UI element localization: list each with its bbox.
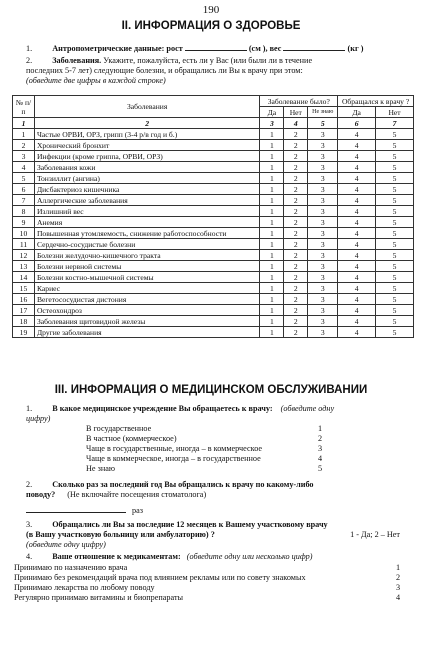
answer-yes[interactable]: 1 <box>260 283 284 294</box>
answer-yes[interactable]: 1 <box>260 173 284 184</box>
row-number: 8 <box>13 206 35 217</box>
section3-title: III. ИНФОРМАЦИЯ О МЕДИЦИНСКОМ ОБСЛУЖИВАНИИ <box>54 384 368 396</box>
s3-q4: 4. Ваше отношение к медикаментам: (обведите одну или несколько цифр) <box>26 552 313 561</box>
answer-no[interactable]: 2 <box>284 206 308 217</box>
table-row <box>13 195 414 206</box>
option-label: Не знаю <box>86 464 115 473</box>
answer-dont-know[interactable]: 3 <box>308 294 338 305</box>
answer-dont-know[interactable]: 3 <box>308 129 338 140</box>
doctor-yes[interactable]: 4 <box>338 250 376 261</box>
s3-q3-instr: (обведите одну цифру) <box>26 540 106 549</box>
answer-no[interactable]: 2 <box>284 305 308 316</box>
height-field[interactable] <box>185 42 247 51</box>
table-row <box>13 261 414 272</box>
answer-no[interactable]: 2 <box>284 294 308 305</box>
header-num: № п/п <box>13 96 35 118</box>
answer-yes[interactable]: 1 <box>260 294 284 305</box>
row-number: 15 <box>13 283 35 294</box>
option-code[interactable]: 4 <box>318 454 323 463</box>
answer-no[interactable]: 2 <box>284 283 308 294</box>
doctor-no[interactable]: 5 <box>376 283 414 294</box>
answer-yes[interactable]: 1 <box>260 228 284 239</box>
doctor-no[interactable]: 5 <box>376 184 414 195</box>
answer-no[interactable]: 2 <box>284 173 308 184</box>
row-number: 7 <box>13 195 35 206</box>
option-code[interactable]: 1 <box>396 563 401 572</box>
disease-name: Вегетососудистая дистония <box>34 294 259 305</box>
table-row <box>13 162 414 173</box>
table-row <box>13 283 414 294</box>
doctor-yes[interactable]: 4 <box>338 173 376 184</box>
table-row <box>13 327 414 338</box>
disease-name: Заболевания кожи <box>34 162 259 173</box>
row-number: 16 <box>13 294 35 305</box>
doctor-yes[interactable]: 4 <box>338 129 376 140</box>
s3-q1: 1. В какое медицинское учреждение Вы обращаетесь к врачу: (обведите одну <box>26 404 335 413</box>
answer-no[interactable]: 2 <box>284 162 308 173</box>
doctor-no[interactable]: 5 <box>376 305 414 316</box>
diseases-table: № п/п Заболевания Заболевание было? Обращался к врачу ? Да Нет Не знаю Да Нет 1 2 3 4 5 6 7 1 Частые ОРВИ, ОРЗ, грипп (3-4 р/в год и б.) 1 2 3 4 5 2 Хронический бронхит 1 2 3 4 5 3 Инфекции (кроме гриппа, ОРВИ, ОРЗ) 1 2 3 4 5 4 Заболевания кожи 1 2 3 4 5 5 Тонзиллит (ангина) 1 2 3 4 5 6 Дисбактериоз кишечника 1 2 3 4 5 7 Аллергические заболевания 1 2 3 4 5 8 Излишний вес 1 2 3 4 5 9 Анемия 1 2 3 4 5 10 Повышенная утомляемость, снижение работоспособности 1 2 3 4 5 11 Сердечно-сосудистые болезни 1 2 3 4 5 12 Болезни желудочно-кишечного тракта 1 2 3 4 5 13 Болезни нервной системы 1 2 3 4 5 14 Болезни костно-мышечной системы 1 2 3 4 5 15 Кариес 1 2 3 4 5 16 Вегетососудистая дистония 1 2 3 4 5 17 Остеохондроз 1 2 3 4 5 18 Заболевания щитовидной железы 1 2 3 4 5 19 Другие заболевания 1 2 3 4 5 <box>12 95 414 338</box>
doctor-no[interactable]: 5 <box>376 294 414 305</box>
answer-yes[interactable]: 1 <box>260 140 284 151</box>
option-code[interactable]: 3 <box>396 583 401 592</box>
header-visited-doctor: Обращался к врачу ? <box>338 96 414 107</box>
option-code[interactable]: 4 <box>396 593 401 602</box>
answer-yes[interactable]: 1 <box>260 261 284 272</box>
disease-name: Дисбактериоз кишечника <box>34 184 259 195</box>
table-row <box>13 140 414 151</box>
answer-dont-know[interactable]: 3 <box>308 239 338 250</box>
doctor-yes[interactable]: 4 <box>338 239 376 250</box>
disease-name: Повышенная утомляемость, снижение работоспособности <box>34 228 259 239</box>
option-label: Чаще в коммерческое, иногда – в государственное <box>86 454 261 463</box>
option-code[interactable]: 2 <box>396 573 401 582</box>
row-number: 17 <box>13 305 35 316</box>
answer-dont-know[interactable]: 3 <box>308 272 338 283</box>
option-label: В частное (коммерческое) <box>86 434 177 443</box>
answer-yes[interactable]: 1 <box>260 305 284 316</box>
doctor-no[interactable]: 5 <box>376 228 414 239</box>
answer-dont-know[interactable]: 3 <box>308 184 338 195</box>
answer-dont-know[interactable]: 3 <box>308 305 338 316</box>
doctor-yes[interactable]: 4 <box>338 283 376 294</box>
answer-no[interactable]: 2 <box>284 272 308 283</box>
q2-diseases: 2. Заболевания. Укажите, пожалуйста, есть ли у Вас (или были ли в течение <box>26 56 313 65</box>
weight-field[interactable] <box>283 42 345 51</box>
header-had-disease: Заболевание было? <box>260 96 338 107</box>
answer-no[interactable]: 2 <box>284 327 308 338</box>
answer-dont-know[interactable]: 3 <box>308 283 338 294</box>
answer-no[interactable]: 2 <box>284 140 308 151</box>
doctor-yes[interactable]: 4 <box>338 272 376 283</box>
answer-yes[interactable]: 1 <box>260 327 284 338</box>
answer-yes[interactable]: 1 <box>260 316 284 327</box>
doctor-no[interactable]: 5 <box>376 151 414 162</box>
doctor-yes[interactable]: 4 <box>338 217 376 228</box>
answer-no[interactable]: 2 <box>284 184 308 195</box>
row-number: 1 <box>13 129 35 140</box>
column-numbers-row: 1 2 3 4 5 6 7 <box>13 118 414 129</box>
option-label: Принимаю лекарства по любому поводу <box>14 583 155 592</box>
table-header <box>13 96 414 107</box>
answer-yes[interactable]: 1 <box>260 272 284 283</box>
answer-yes[interactable]: 1 <box>260 206 284 217</box>
option-label: В государственное <box>86 424 152 433</box>
table-row <box>13 316 414 327</box>
disease-name: Болезни костно-мышечной системы <box>34 272 259 283</box>
row-number: 12 <box>13 250 35 261</box>
q2-text-line2: последних 5-7 лет) следующие болезни, и обращались ли Вы к врачу при этом: <box>26 66 303 75</box>
answer-dont-know[interactable]: 3 <box>308 140 338 151</box>
table-row <box>13 250 414 261</box>
answer-yes[interactable]: 1 <box>260 151 284 162</box>
doctor-no[interactable]: 5 <box>376 173 414 184</box>
doctor-yes[interactable]: 4 <box>338 327 376 338</box>
answer-no[interactable]: 2 <box>284 316 308 327</box>
doctor-yes[interactable]: 4 <box>338 294 376 305</box>
option-code[interactable]: 3 <box>318 444 323 453</box>
table-row <box>13 151 414 162</box>
answer-no[interactable]: 2 <box>284 195 308 206</box>
answer-dont-know[interactable]: 3 <box>308 217 338 228</box>
answer-dont-know[interactable]: 3 <box>308 250 338 261</box>
s3-q3: 3. Обращались ли Вы за последние 12 месяцев к Вашему участковому врачу <box>26 520 328 529</box>
answer-dont-know[interactable]: 3 <box>308 327 338 338</box>
table-row <box>13 294 414 305</box>
doctor-no[interactable]: 5 <box>376 250 414 261</box>
doctor-no[interactable]: 5 <box>376 316 414 327</box>
disease-name: Тонзиллит (ангина) <box>34 173 259 184</box>
doctor-yes[interactable]: 4 <box>338 140 376 151</box>
disease-name: Болезни нервной системы <box>34 261 259 272</box>
table-row <box>13 305 414 316</box>
doctor-no[interactable]: 5 <box>376 217 414 228</box>
table-row <box>13 184 414 195</box>
section2-title: II. ИНФОРМАЦИЯ О ЗДОРОВЬЕ <box>121 20 301 32</box>
answer-no[interactable]: 2 <box>284 228 308 239</box>
disease-name: Остеохондроз <box>34 305 259 316</box>
doctor-no[interactable]: 5 <box>376 195 414 206</box>
disease-name: Аллергические заболевания <box>34 195 259 206</box>
doctor-yes[interactable]: 4 <box>338 316 376 327</box>
disease-name: Заболевания щитовидной железы <box>34 316 259 327</box>
row-number: 9 <box>13 217 35 228</box>
disease-name: Излишний вес <box>34 206 259 217</box>
row-number: 14 <box>13 272 35 283</box>
row-number: 10 <box>13 228 35 239</box>
answer-no[interactable]: 2 <box>284 129 308 140</box>
q1-anthropometric: 1. Антропометрические данные: рост (см ), вес (кг ) <box>26 44 364 53</box>
doctor-no[interactable]: 5 <box>376 272 414 283</box>
option-code[interactable]: 1 <box>318 424 323 433</box>
option-label: Принимаю без рекомендаций врача под влиянием рекламы или по совету знакомых <box>14 573 306 582</box>
disease-name: Сердечно-сосудистые болезни <box>34 239 259 250</box>
answer-yes[interactable]: 1 <box>260 162 284 173</box>
answer-yes[interactable]: 1 <box>260 195 284 206</box>
disease-name: Кариес <box>34 283 259 294</box>
doctor-no[interactable]: 5 <box>376 140 414 151</box>
option-code[interactable]: 2 <box>318 434 323 443</box>
doctor-yes[interactable]: 4 <box>338 305 376 316</box>
row-number: 18 <box>13 316 35 327</box>
answer-dont-know[interactable]: 3 <box>308 151 338 162</box>
row-number: 6 <box>13 184 35 195</box>
table-row <box>13 228 414 239</box>
header-disease: Заболевания <box>34 96 259 118</box>
answer-dont-know[interactable]: 3 <box>308 162 338 173</box>
table-row <box>13 239 414 250</box>
doctor-yes[interactable]: 4 <box>338 184 376 195</box>
answer-no[interactable]: 2 <box>284 250 308 261</box>
answer-yes[interactable]: 1 <box>260 217 284 228</box>
row-number: 3 <box>13 151 35 162</box>
answer-no[interactable]: 2 <box>284 261 308 272</box>
disease-name: Болезни желудочно-кишечного тракта <box>34 250 259 261</box>
disease-name: Хронический бронхит <box>34 140 259 151</box>
visits-count-field[interactable] <box>26 504 126 513</box>
answer-no[interactable]: 2 <box>284 217 308 228</box>
doctor-yes[interactable]: 4 <box>338 206 376 217</box>
row-number: 5 <box>13 173 35 184</box>
table-row <box>13 206 414 217</box>
doctor-yes[interactable]: 4 <box>338 162 376 173</box>
doctor-yes[interactable]: 4 <box>338 195 376 206</box>
doctor-no[interactable]: 5 <box>376 162 414 173</box>
doctor-yes[interactable]: 4 <box>338 151 376 162</box>
s3-q1-instr2: цифру) <box>26 414 51 423</box>
answer-yes[interactable]: 1 <box>260 239 284 250</box>
answer-no[interactable]: 2 <box>284 239 308 250</box>
doctor-no[interactable]: 5 <box>376 129 414 140</box>
table-row <box>13 217 414 228</box>
s3-q3-answers: 1 - Да; 2 – Нет <box>350 530 400 539</box>
disease-name: Анемия <box>34 217 259 228</box>
row-number: 13 <box>13 261 35 272</box>
answer-no[interactable]: 2 <box>284 151 308 162</box>
s3-q2-answer: раз <box>26 504 143 516</box>
table-row <box>13 173 414 184</box>
table-row <box>13 272 414 283</box>
option-label: Регулярно принимаю витамины и биопрепараты <box>14 593 184 602</box>
answer-yes[interactable]: 1 <box>260 184 284 195</box>
s3-q2-line2: поводу? (Не включайте посещения стоматолога) <box>26 490 207 499</box>
doctor-no[interactable]: 5 <box>376 327 414 338</box>
q2-instruction: (обведите две цифры в каждой строке) <box>26 76 166 85</box>
option-label: Принимаю по назначению врача <box>14 563 128 572</box>
doctor-no[interactable]: 5 <box>376 239 414 250</box>
disease-name: Инфекции (кроме гриппа, ОРВИ, ОРЗ) <box>34 151 259 162</box>
disease-name: Частые ОРВИ, ОРЗ, грипп (3-4 р/в год и б.) <box>34 129 259 140</box>
answer-dont-know[interactable]: 3 <box>308 316 338 327</box>
option-code[interactable]: 5 <box>318 464 323 473</box>
row-number: 2 <box>13 140 35 151</box>
doctor-no[interactable]: 5 <box>376 206 414 217</box>
page-number: 190 <box>202 4 220 16</box>
table-row <box>13 129 414 140</box>
answer-dont-know[interactable]: 3 <box>308 195 338 206</box>
s3-q3-line2: (в Вашу участковую больницу или амбулаторию) ? <box>26 530 215 539</box>
disease-name: Другие заболевания <box>34 327 259 338</box>
answer-dont-know[interactable]: 3 <box>308 206 338 217</box>
doctor-no[interactable]: 5 <box>376 261 414 272</box>
answer-yes[interactable]: 1 <box>260 129 284 140</box>
answer-yes[interactable]: 1 <box>260 250 284 261</box>
answer-dont-know[interactable]: 3 <box>308 228 338 239</box>
doctor-yes[interactable]: 4 <box>338 261 376 272</box>
row-number: 19 <box>13 327 35 338</box>
row-number: 4 <box>13 162 35 173</box>
row-number: 11 <box>13 239 35 250</box>
answer-dont-know[interactable]: 3 <box>308 261 338 272</box>
option-label: Чаще в государственные, иногда – в коммерческое <box>86 444 263 453</box>
s3-q2: 2. Сколько раз за последний год Вы обращались к врачу по какому-либо <box>26 480 314 489</box>
answer-dont-know[interactable]: 3 <box>308 173 338 184</box>
doctor-yes[interactable]: 4 <box>338 228 376 239</box>
